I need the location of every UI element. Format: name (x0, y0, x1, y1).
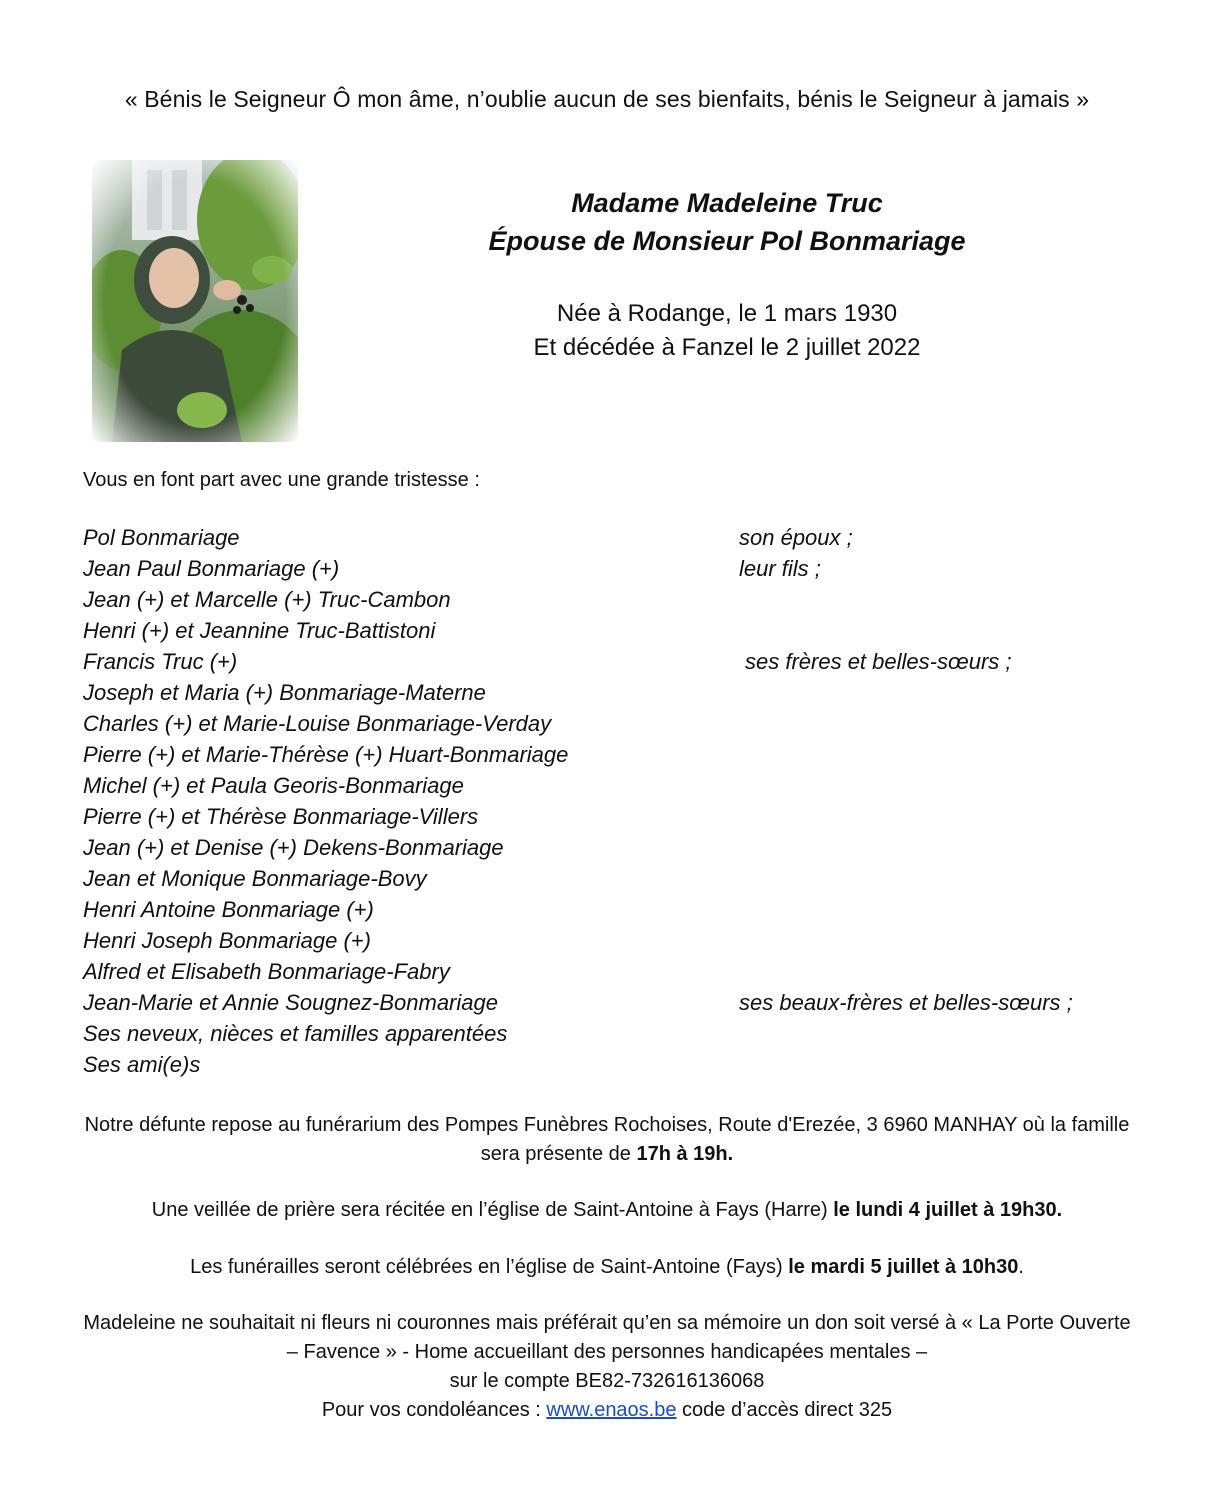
bank-account: sur le compte BE82-732616136068 (449, 1370, 765, 1392)
family-row (83, 801, 1143, 832)
family-row (83, 615, 1143, 646)
condolences-line (77, 1396, 1137, 1425)
intro-text: Vous en font part avec une grande tristesse : (83, 469, 480, 491)
family-member-name: Pierre (+) et Thérèse Bonmariage-Villers (83, 804, 479, 829)
family-member-name: Michel (+) et Paula Georis-Bonmariage (83, 773, 464, 798)
death-line: Et décédée à Fanzel le 2 juillet 2022 (533, 334, 921, 361)
family-member-name: Jean et Monique Bonmariage-Bovy (83, 866, 427, 891)
family-member-name: Pol Bonmariage (83, 525, 240, 550)
condolences-label: Pour vos condoléances : (321, 1399, 541, 1421)
portrait-photo (92, 160, 298, 442)
family-member-name: Francis Truc (+) (83, 649, 238, 674)
bible-quote: « Bénis le Seigneur Ô mon âme, n’oublie aucun de ses bienfaits, bénis le Seigneur à jamais » (124, 86, 1090, 112)
family-row (83, 894, 1143, 925)
family-row (83, 522, 1143, 553)
family-row (83, 956, 1143, 987)
donation-text: Madeleine ne souhaitait ni fleurs ni couronnes mais préférait qu’en sa mémoire un don soit versé à « La Porte Ouverte – Favence » - Home accueillant des personnes handicapées mentales – (83, 1312, 1131, 1363)
family-member-name: Ses ami(e)s (83, 1052, 201, 1077)
family-row (83, 770, 1143, 801)
family-row (83, 1049, 1143, 1080)
funerarium-text: Notre défunte repose au funérarium des Pompes Funèbres Rochoises, Route d'Erezée, 3 6960 MANHAY où la famille sera présente de (84, 1114, 1130, 1165)
visiting-hours: 17h à 19h. (636, 1143, 734, 1165)
deceased-name: Madame Madeleine Truc (571, 188, 883, 218)
funerarium-paragraph (70, 1111, 1144, 1169)
family-row (83, 1018, 1143, 1049)
donation-paragraph (77, 1309, 1137, 1425)
vigil-text: Une veillée de prière sera récitée en l’église de Saint-Antoine à Fays (Harre) (151, 1199, 828, 1221)
funeral-date: le mardi 5 juillet à 10h30 (788, 1256, 1019, 1278)
dates-block (340, 297, 1114, 365)
funeral-end: . (1018, 1256, 1024, 1278)
family-member-name: Henri Antoine Bonmariage (+) (83, 897, 374, 922)
family-relation: ses beaux-frères et belles-sœurs ; (739, 990, 1073, 1015)
vigil-date: le lundi 4 juillet à 19h30. (833, 1199, 1063, 1221)
family-member-name: Pierre (+) et Marie-Thérèse (+) Huart-Bonmariage (83, 742, 569, 767)
family-member-name: Henri Joseph Bonmariage (+) (83, 928, 371, 953)
enaos-link[interactable]: www.enaos.be (546, 1399, 677, 1421)
family-member-name: Jean (+) et Marcelle (+) Truc-Cambon (83, 587, 451, 612)
family-member-name: Jean Paul Bonmariage (+) (83, 556, 340, 581)
family-row (83, 584, 1143, 615)
family-member-name: Alfred et Elisabeth Bonmariage-Fabry (83, 959, 450, 984)
family-member-name: Jean-Marie et Annie Sougnez-Bonmariage (83, 990, 498, 1015)
family-row (83, 677, 1143, 708)
family-row (83, 987, 1143, 1018)
family-member-name: Henri (+) et Jeannine Truc-Battistoni (83, 618, 436, 643)
family-row (83, 739, 1143, 770)
deceased-header (340, 184, 1114, 260)
access-code: code d’accès direct 325 (682, 1399, 893, 1421)
family-relation: leur fils ; (739, 556, 821, 581)
family-list (83, 522, 1143, 1080)
family-row (83, 553, 1143, 584)
family-member-name: Joseph et Maria (+) Bonmariage-Materne (83, 680, 486, 705)
family-row (83, 646, 1143, 677)
family-relation: son époux ; (739, 525, 853, 550)
family-member-name: Charles (+) et Marie-Louise Bonmariage-Verday (83, 711, 552, 736)
family-member-name: Jean (+) et Denise (+) Dekens-Bonmariage (83, 835, 504, 860)
family-row (83, 708, 1143, 739)
funeral-text: Les funérailles seront célébrées en l’église de Saint-Antoine (Fays) (190, 1256, 783, 1278)
vigil-paragraph (70, 1196, 1144, 1225)
family-relation: ses frères et belles-sœurs ; (745, 649, 1012, 674)
family-member-name: Ses neveux, nièces et familles apparentées (83, 1021, 508, 1046)
birth-line: Née à Rodange, le 1 mars 1930 (556, 300, 898, 327)
family-row (83, 925, 1143, 956)
family-row (83, 832, 1143, 863)
family-row (83, 863, 1143, 894)
funeral-paragraph (70, 1253, 1144, 1282)
spouse-line: Épouse de Monsieur Pol Bonmariage (488, 226, 966, 256)
